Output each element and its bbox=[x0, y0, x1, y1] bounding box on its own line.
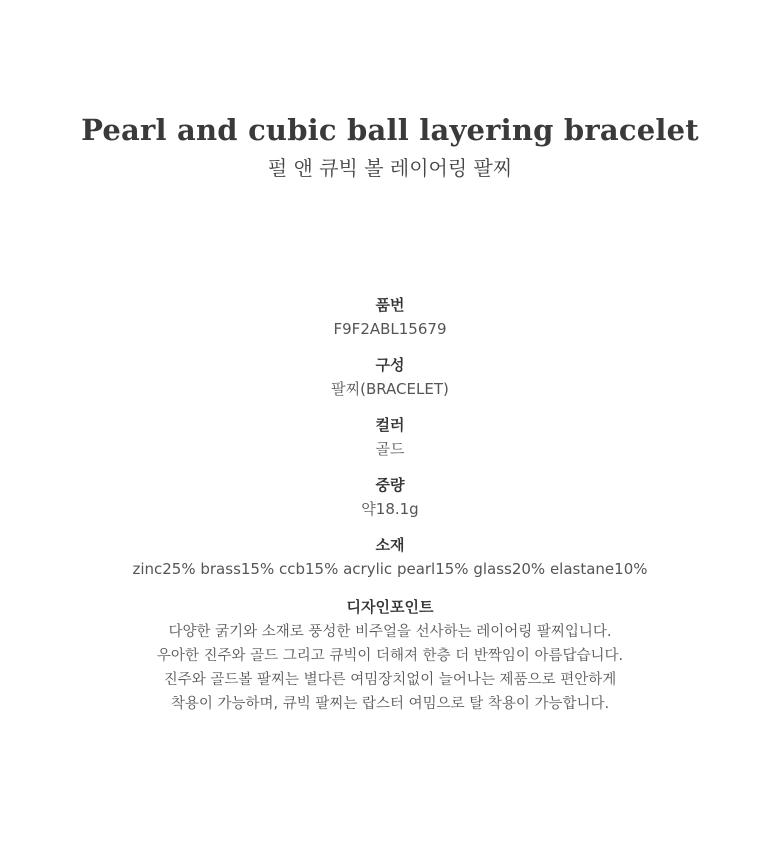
design-line: 우아한 진주와 골드 그리고 큐빅이 더해져 한층 더 반짝임이 아름답습니다. bbox=[156, 648, 624, 664]
spec-value: 약18.1g bbox=[361, 500, 419, 518]
product-title-en: Pearl and cubic ball layering bracelet bbox=[81, 113, 699, 147]
spec-label: 중량 bbox=[375, 476, 405, 494]
spec-item-composition bbox=[0, 352, 780, 412]
product-title-ko: 펄 앤 큐빅 볼 레이어링 팔찌 bbox=[267, 156, 513, 180]
design-line: 진주와 골드볼 팔찌는 별다른 여밈장치없이 늘어나는 제품으로 편안하게 bbox=[163, 672, 617, 688]
spec-label: 디자인포인트 bbox=[346, 598, 434, 616]
design-line: 착용이 가능하며, 큐빅 팔찌는 랍스터 여밈으로 탈 착용이 가능합니다. bbox=[170, 696, 610, 712]
spec-item-color bbox=[0, 412, 780, 472]
spec-item-product-code bbox=[0, 292, 780, 352]
design-description bbox=[0, 620, 780, 716]
spec-label: 품번 bbox=[375, 296, 405, 314]
spec-item-material bbox=[0, 532, 780, 592]
spec-value: 팔찌(BRACELET) bbox=[331, 380, 449, 398]
spec-item-design-point bbox=[0, 594, 780, 716]
spec-label: 구성 bbox=[375, 356, 405, 374]
spec-value: 골드 bbox=[375, 440, 405, 458]
spec-value: zinc25% brass15% ccb15% acrylic pearl15% glass20% elastane10% bbox=[132, 560, 648, 578]
spec-label: 소재 bbox=[375, 536, 405, 554]
design-line: 다양한 굵기와 소재로 풍성한 비주얼을 선사하는 레이어링 팔찌입니다. bbox=[168, 624, 612, 640]
spec-item-weight bbox=[0, 472, 780, 532]
spec-label: 컬러 bbox=[375, 416, 405, 434]
spec-value: F9F2ABL15679 bbox=[333, 320, 447, 338]
product-specs bbox=[0, 292, 780, 716]
